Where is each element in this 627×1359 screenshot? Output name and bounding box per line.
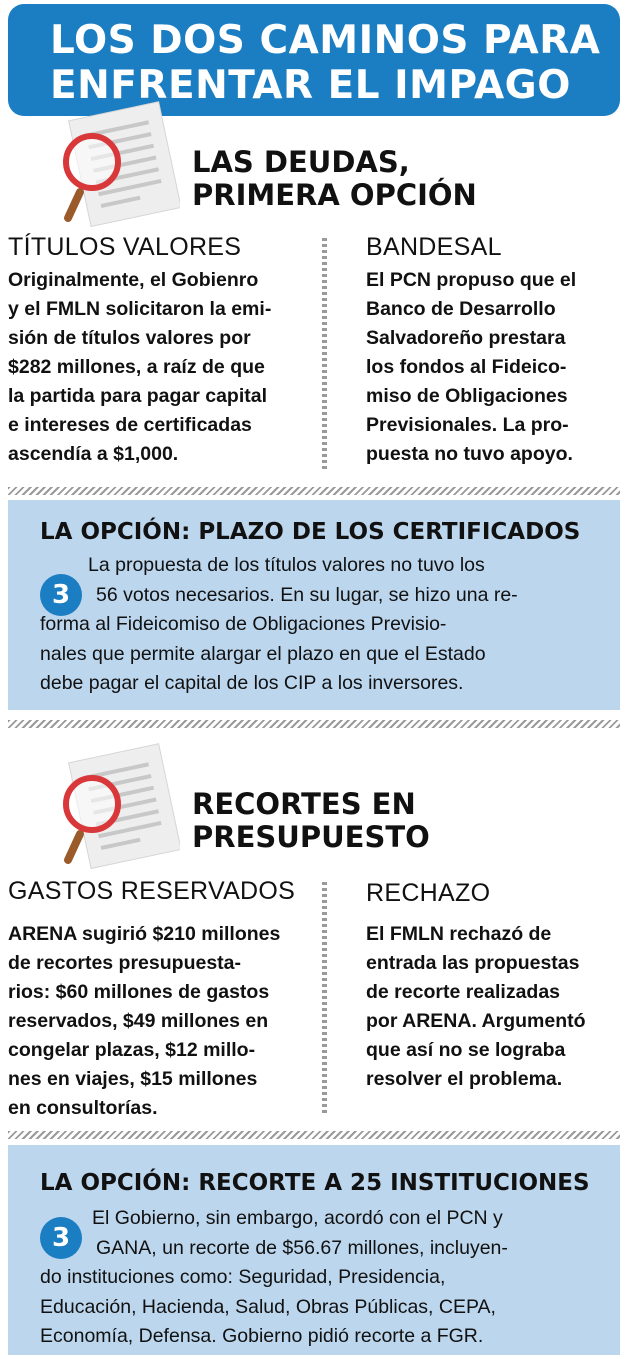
- text-line: resolver el problema.: [366, 1068, 563, 1090]
- text-line: e intereses de certificadas: [8, 414, 252, 436]
- text-line: Economía, Defensa. Gobierno pidió recorte a FGR.: [40, 1325, 484, 1347]
- text-line: La propuesta de los títulos valores no tuvo los: [88, 554, 485, 576]
- text-line: El Gobierno, sin embargo, acordó con el PCN y: [92, 1207, 503, 1229]
- text-line: reservados, $49 millones en: [8, 1010, 269, 1032]
- text-line: Banco de Desarrollo: [366, 298, 556, 320]
- text-line: que así no se lograba: [366, 1039, 566, 1061]
- option-box-2-text: [40, 1204, 600, 1352]
- text-line: Educación, Hacienda, Salud, Obras Públicas, CEPA,: [40, 1295, 496, 1318]
- option-box-2-title: LA OPCIÓN: RECORTE A 25 INSTITUCIONES: [40, 1170, 590, 1196]
- option-box-1: [8, 500, 620, 710]
- text-line: de recorte realizadas: [366, 981, 561, 1003]
- text-line: ARENA sugirió $210 millones: [8, 923, 281, 945]
- text-line: debe pagar el capital de los CIP a los inversores.: [40, 672, 464, 694]
- option-box-2: [8, 1145, 620, 1355]
- text-line: Originalmente, el Gobienro: [8, 269, 259, 291]
- text-line: congelar plazas, $12 millo-: [8, 1039, 256, 1061]
- text-line: nes en viajes, $15 millones: [8, 1068, 258, 1090]
- section-2-right-heading: RECHAZO: [366, 879, 491, 907]
- main-title-line-1: LOS DOS CAMINOS PARA: [50, 18, 601, 63]
- text-line: por ARENA. Argumentó: [366, 1010, 586, 1032]
- text-line: El FMLN rechazó de: [366, 923, 552, 945]
- text-line: y el FMLN solicitaron la emi-: [8, 298, 272, 320]
- section-divider: [8, 720, 620, 728]
- section-2-title-line-2: PRESUPUESTO: [192, 820, 430, 854]
- main-title-line-2: ENFRENTAR EL IMPAGO: [50, 63, 571, 108]
- document-magnifier-icon: [50, 742, 180, 872]
- text-line: miso de Obligaciones: [366, 385, 568, 407]
- column-divider: [322, 238, 327, 470]
- text-line: forma al Fideicomiso de Obligaciones Previsio-: [40, 613, 447, 635]
- section-divider: [8, 1131, 620, 1139]
- text-line: en consultorías.: [8, 1097, 158, 1119]
- text-line: 56 votos necesarios. En su lugar, se hizo una re-: [96, 583, 518, 606]
- section-2-left-heading: GASTOS RESERVADOS: [8, 877, 296, 905]
- option-box-1-text: [40, 551, 600, 699]
- text-line: puesta no tuvo apoyo.: [366, 443, 573, 465]
- text-line: de recortes presupuesta-: [8, 952, 242, 974]
- section-2-left-text: [8, 920, 280, 1123]
- text-line: Previsionales. La pro-: [366, 414, 569, 436]
- section-1-right-heading: BANDESAL: [366, 233, 502, 261]
- option-box-1-title: LA OPCIÓN: PLAZO DE LOS CERTIFICADOS: [40, 519, 581, 545]
- section-1-right-text: [366, 266, 576, 469]
- section-1-title-line-1: LAS DEUDAS,: [192, 145, 410, 179]
- number-circle-icon: 3: [40, 1217, 82, 1259]
- section-1-title-line-2: PRIMERA OPCIÓN: [192, 178, 477, 212]
- text-line: la partida para pagar capital: [8, 385, 268, 407]
- section-1-left-text: [8, 266, 271, 469]
- column-divider: [322, 882, 327, 1114]
- section-2-title-line-1: RECORTES EN: [192, 787, 416, 821]
- text-line: nales que permite alargar el plazo en que el Estado: [40, 642, 486, 665]
- document-magnifier-icon: [50, 100, 180, 230]
- section-1-left-heading: TÍTULOS VALORES: [8, 233, 242, 261]
- section-2-right-text: [366, 920, 586, 1094]
- section-1-title: [192, 146, 477, 212]
- text-line: entrada las propuestas: [366, 952, 580, 974]
- text-line: los fondos al Fideico-: [366, 356, 567, 378]
- section-2-title: [192, 788, 430, 854]
- text-line: rios: $60 millones de gastos: [8, 981, 270, 1003]
- section-divider: [8, 487, 620, 495]
- text-line: GANA, un recorte de $56.67 millones, incluyen-: [96, 1236, 508, 1259]
- text-line: El PCN propuso que el: [366, 269, 577, 291]
- text-line: $282 millones, a raíz de que: [8, 356, 265, 378]
- text-line: sión de títulos valores por: [8, 327, 251, 349]
- number-circle-icon: 3: [40, 574, 82, 616]
- text-line: do instituciones como: Seguridad, Presidencia,: [40, 1266, 446, 1288]
- text-line: Salvadoreño prestara: [366, 327, 566, 349]
- text-line: ascendía a $1,000.: [8, 443, 179, 465]
